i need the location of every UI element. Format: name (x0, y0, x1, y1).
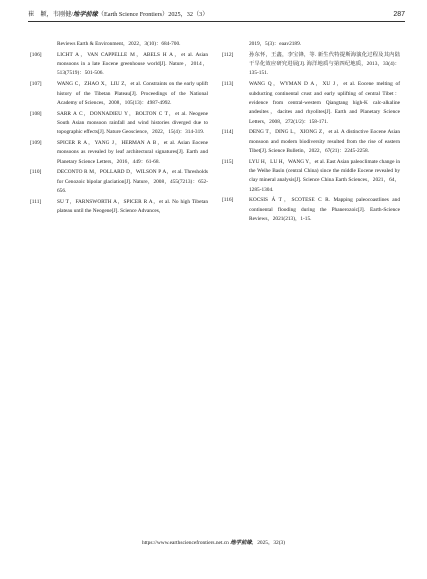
reference-number: [111] (30, 198, 42, 205)
reference-number: [112] (222, 51, 234, 58)
reference-text: SARR A C，DONNADIEU Y，BOLTON C T，et al. Neogene South Asian monsoon rainfall and wind histories diverged due to topographic effects[J]. Nature Geoscience，2022，15(4)：314-319. (57, 110, 208, 136)
reference-continuation (30, 40, 208, 49)
reference-text: Reviews Earth & Environment，2022，3(10)：684-700. (57, 41, 181, 47)
reference-text: 2019，5(3)：eaav2189. (249, 41, 302, 47)
footer-issue: ，2025，32(3) (251, 540, 286, 546)
reference-text: WANG C，ZHAO X，LIU Z，et al. Constraints on the early uplift history of the Tibetan Plateau[J]. Proceedings of the National Academy of Sciences，2008，105(13)：4987-4992. (57, 81, 208, 106)
header-citation (28, 9, 208, 21)
reference-115 (222, 158, 400, 195)
reference-109 (30, 139, 208, 167)
reference-111 (30, 198, 208, 217)
reference-text: KOCSIS Á T，SCOTESE C R. Mapping paleocoastlines and continental flooding during the Phanerozoic[J]. Earth-Science Reviews，2021(213)，1-15. (249, 197, 400, 223)
reference-number: [116] (222, 197, 234, 204)
page-footer (0, 539, 427, 547)
reference-text: LYU H，LU H，WANG Y，et al. East Asian paleoclimate change in the Weihe Basin (central China) since the middle Eocene revealed by clay mineral analysis[J]. Science China Earth Sciences，2021，64，1285-1304. (249, 158, 400, 193)
reference-116 (222, 196, 400, 224)
header-issue: 2025，32（3） (168, 11, 209, 18)
reference-110 (30, 168, 208, 196)
references-right-column (222, 40, 400, 226)
running-header (28, 9, 405, 22)
reference-text: DECONTO R M，POLLARD D，WILSON P A，et al. Thresholds for Cenozoic bipolar glaciation[J]. Nature，2008，455(7213)：652-656. (57, 169, 208, 195)
footer-url[interactable]: https://www.earthsciencefrontiers.net.cn (141, 540, 229, 546)
reference-text: WANG Q，WYMAN D A，XU J，et al. Eocene melting of subducting continental crust and early uplifting of central Tibet：evidence from central-western Qiangtang high-K calc-alkaline andesites，dacites and rhyolites[J]. Earth and Planetary Science Letters，2008，272(1/2)：158-171. (249, 81, 400, 125)
header-authors: 崔 颖，韦刚健/ (28, 11, 74, 18)
reference-text: DENG T，DING L，XIONG Z，et al. A distinctive Eocene Asian monsoon and modern biodiversity resulted from the rise of eastern Tibet[J]. Science Bulletin，2022，67(21)：2245-2258. (249, 129, 400, 154)
reference-106 (30, 51, 208, 79)
reference-107 (30, 80, 208, 108)
reference-number: [106] (30, 51, 42, 58)
references-left-column (30, 40, 208, 218)
reference-number: [109] (30, 140, 42, 146)
reference-continuation (222, 40, 400, 49)
reference-113 (222, 80, 400, 127)
reference-112 (222, 51, 400, 79)
reference-text: 孙东怀，王鑫，李宝锋，等. 新生代特提斯海演化过程及其内陆干旱化效应研究进展[J]. 海洋地质与第四纪地质，2013，33(4)：135-151. (249, 51, 400, 77)
reference-text: LICHT A，VAN CAPPELLE M，ABELS H A，et al. Asian monsoons in a late Eocene greenhouse world[J]. Nature，2014，513(7519)：501-506. (57, 51, 208, 77)
reference-text: SU T，FARNSWORTH A，SPICER R A，et al. No high Tibetan plateau until the Neogene[J]. Science Advances， (57, 198, 208, 215)
reference-number: [107] (30, 81, 42, 88)
reference-number: [113] (222, 81, 234, 88)
header-journal-en: （Earth Science Frontiers） (97, 11, 169, 18)
footer-journal: 地学前缘 (230, 540, 252, 546)
page-number: 287 (393, 11, 405, 18)
reference-number: [114] (222, 129, 234, 136)
reference-114 (222, 128, 400, 156)
reference-108 (30, 110, 208, 138)
reference-number: [115] (222, 158, 234, 165)
reference-number: [108] (30, 110, 42, 117)
reference-number: [110] (30, 169, 42, 176)
reference-text: SPICER R A，YANG J，HERMAN A B，et al. Asian Eocene monsoons as revealed by leaf architectural signatures[J]. Earth and Planetary Science Letters，2016，449：61-68. (57, 140, 208, 165)
header-journal: 地学前缘 (73, 11, 98, 18)
